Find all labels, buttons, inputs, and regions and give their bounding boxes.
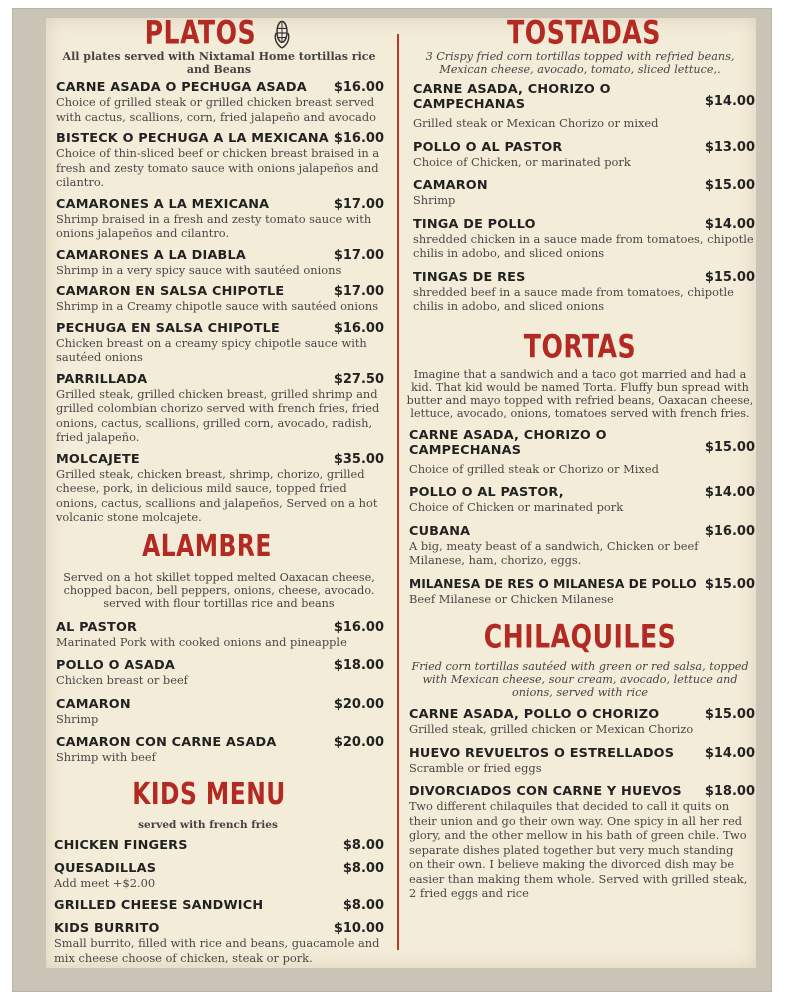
- platos-item-4: [56, 248, 384, 278]
- item-name: CAMARON: [413, 178, 488, 193]
- item-desc: Marinated Pork with cooked onions and pineapple: [56, 634, 347, 649]
- item-desc: Grilled steak or Mexican Chorizo or mixed: [413, 116, 659, 130]
- item-name: CAMARON: [56, 696, 131, 712]
- item-desc: shredded chicken in a sauce made from tomatoes, chipotle chilis in adobo, and sliced onions: [413, 231, 754, 260]
- tostadas-item-5: [413, 270, 755, 314]
- item-price: $16.00: [704, 523, 755, 539]
- item-price: $16.00: [333, 619, 384, 635]
- item-name: TINGA DE POLLO: [413, 216, 536, 232]
- tostadas-item-4: [413, 217, 755, 261]
- item-price: $8.00: [342, 860, 384, 876]
- item-desc: Choice of Chicken, or marinated pork: [413, 154, 631, 169]
- item-desc: Shrimp in a very spicy sauce with sautéed onions: [56, 262, 342, 277]
- chilaquiles-item-1: [409, 707, 755, 737]
- item-name: PECHUGA EN SALSA CHIPOTLE: [56, 320, 280, 336]
- alambre-heading: ALAMBRE: [142, 529, 272, 564]
- tortas-item-4: [409, 577, 755, 607]
- item-name: CARNE ASADA, POLLO O CHORIZO: [409, 707, 660, 722]
- item-desc: Shrimp: [413, 193, 456, 207]
- platos-item-7: [56, 372, 384, 445]
- item-price: $15.00: [704, 439, 755, 455]
- item-desc: A big, meaty beast of a sandwich, Chicken or beef Milanese, ham, chorizo, eggs.: [409, 538, 699, 567]
- platos-item-3: [56, 197, 384, 241]
- item-name: PARRILLADA: [56, 371, 148, 387]
- item-name: CHICKEN FINGERS: [54, 837, 188, 853]
- item-desc: Choice of thin-sliced beef or chicken breast braised in a fresh and zesty tomato sauce with onions jalapeños and cilantro.: [56, 146, 380, 189]
- item-name: CAMARONES A LA MEXICANA: [56, 196, 270, 212]
- item-price: $14.00: [704, 94, 755, 109]
- tostadas-item-2: [413, 140, 755, 170]
- item-price: $10.00: [333, 921, 384, 936]
- corn-icon: [271, 19, 293, 49]
- kids-list: [54, 838, 384, 966]
- column-divider: [397, 34, 399, 950]
- item-desc: Choice of grilled steak or grilled chicken breast served with cactus, scallions, corn, fried jalapeño and avocado: [56, 95, 376, 124]
- item-name: POLLO O ASADA: [56, 658, 175, 673]
- item-desc: Small burrito, filled with rice and beans, guacamole and mix cheese choose of chicken, steak or pork.: [54, 936, 380, 965]
- item-name: GRILLED CHEESE SANDWICH: [54, 898, 264, 913]
- item-desc: Chicken breast on a creamy spicy chipotle sauce with sautéed onions: [56, 335, 367, 364]
- alambre-item-2: [56, 658, 384, 688]
- platos-item-6: [56, 321, 384, 365]
- item-price: $13.00: [704, 139, 755, 155]
- item-price: $17.00: [333, 284, 384, 299]
- tostadas-list: [413, 82, 755, 314]
- item-price: $15.00: [704, 707, 755, 722]
- platos-heading: PLATOS: [54, 13, 384, 52]
- item-desc: shredded beef in a sauce made from tomatoes, chipotle chilis in adobo, and sliced onions: [413, 284, 734, 313]
- item-name: CUBANA: [409, 523, 471, 539]
- chilaquiles-note: Fried corn tortillas sautéed with green or red salsa, topped with Mexican cheese, sour cream, avocado, lettuce and onions, served with rice: [411, 660, 749, 699]
- alambre-item-4: [56, 735, 384, 765]
- item-price: $20.00: [333, 696, 384, 712]
- alambre-item-3: [56, 697, 384, 727]
- chilaquiles-item-2: [409, 746, 755, 776]
- alambre-item-1: [56, 620, 384, 650]
- item-price: $35.00: [333, 451, 384, 467]
- item-desc: Grilled steak, grilled chicken or Mexican Chorizo: [409, 722, 694, 736]
- item-price: $15.00: [704, 576, 755, 592]
- item-desc: Shrimp braised in a fresh and zesty tomato sauce with onions jalapeños and cilantro.: [56, 211, 372, 240]
- platos-list: [54, 80, 384, 525]
- item-name: BISTECK O PECHUGA A LA MEXICANA: [56, 131, 329, 146]
- platos-item-8: [56, 452, 384, 525]
- item-price: $15.00: [704, 269, 755, 285]
- chilaquiles-list: [409, 707, 755, 901]
- item-desc: Grilled steak, grilled chicken breast, grilled shrimp and grilled colombian chorizo served with french fries, fried onions, cactus, scallions, grilled corn, avocado, radish, fried jalapeño.: [56, 386, 380, 444]
- alambre-list: [54, 620, 384, 765]
- item-desc: Chicken breast or beef: [56, 673, 188, 687]
- item-price: $16.00: [333, 320, 384, 336]
- kids-item-2: [54, 861, 384, 891]
- tortas-item-2: [409, 485, 755, 515]
- kids-item-4: [54, 921, 384, 965]
- item-price: $14.00: [704, 485, 755, 500]
- kids-note: served with french fries: [138, 818, 278, 831]
- item-name: QUESADILLAS: [54, 860, 157, 876]
- chilaquiles-item-3: [409, 784, 755, 901]
- item-desc: Grilled steak, chicken breast, shrimp, chorizo, grilled cheese, pork, in delicious mild sauce, topped fried onions, cactus, scallions and jalapeños, Served on a hot volcanic stone molcajete.: [56, 466, 378, 524]
- item-desc: Shrimp: [56, 711, 99, 726]
- item-desc: Shrimp in a Creamy chipotle sauce with sautéed onions: [56, 299, 379, 313]
- platos-item-1: [56, 80, 384, 124]
- item-desc: Scramble or fried eggs: [409, 760, 542, 775]
- item-name: CARNE ASADA O PECHUGA ASADA: [56, 80, 307, 95]
- item-name: DIVORCIADOS CON CARNE Y HUEVOS: [409, 784, 682, 799]
- item-price: $14.00: [704, 745, 755, 761]
- item-name: CAMARON EN SALSA CHIPOTLE: [56, 284, 285, 299]
- item-desc: Add meet +$2.00: [54, 875, 156, 890]
- item-desc: Choice of Chicken or marinated pork: [409, 500, 624, 514]
- right-column: [405, 13, 755, 901]
- item-name: AL PASTOR: [56, 619, 138, 635]
- item-name: MILANESA DE RES O MILANESA DE POLLO: [409, 576, 697, 591]
- platos-note: All plates served with Nixtamal Home tortillas rice and Beans: [62, 50, 376, 76]
- chilaquiles-heading: CHILAQUILES: [483, 617, 677, 656]
- tostadas-item-1: [413, 82, 755, 131]
- item-price: $17.00: [333, 196, 384, 212]
- kids-item-1: [54, 838, 384, 853]
- item-price: $8.00: [342, 837, 384, 853]
- item-desc: Shrimp with beef: [56, 750, 156, 764]
- item-name: POLLO O AL PASTOR: [413, 139, 563, 155]
- item-price: $20.00: [333, 735, 384, 750]
- item-price: $16.00: [333, 131, 384, 146]
- item-desc: Beef Milanese or Chicken Milanese: [409, 591, 614, 606]
- kids-heading: KIDS MENU: [132, 777, 286, 812]
- tostadas-note: 3 Crispy fried corn tortillas topped with refried beans, Mexican cheese, avocado, tomato, sliced lettuce,.: [425, 50, 735, 76]
- item-price: $8.00: [342, 898, 384, 913]
- item-price: $17.00: [333, 247, 384, 263]
- left-column: [54, 13, 384, 965]
- item-name: TINGAS DE RES: [413, 269, 526, 285]
- tortas-item-3: [409, 524, 755, 568]
- item-name: CARNE ASADA, CHORIZO O CAMPECHANAS: [413, 82, 611, 112]
- tortas-note: Imagine that a sandwich and a taco got married and had a kid. That kid would be named Torta. Fluffy bun spread with butter and mayo topped with refried beans, Oaxacan cheese, lettuce, avocado, onions, tomatoes served with french fries.: [406, 367, 754, 420]
- item-name: CAMARON CON CARNE ASADA: [56, 735, 277, 750]
- item-price: $15.00: [704, 178, 755, 193]
- item-name: HUEVO REVUELTOS O ESTRELLADOS: [409, 745, 675, 761]
- item-price: $27.50: [333, 371, 384, 387]
- tortas-heading: TORTAS: [523, 326, 637, 365]
- platos-item-5: [56, 284, 384, 314]
- item-price: $16.00: [333, 80, 384, 95]
- item-name: MOLCAJETE: [56, 451, 140, 467]
- alambre-note: Served on a hot skillet topped melted Oaxacan cheese, chopped bacon, bell peppers, onions, cheese, avocado. served with flour tortillas rice and beans: [63, 570, 375, 610]
- item-price: $18.00: [704, 784, 755, 799]
- tostadas-item-3: [413, 178, 755, 208]
- kids-item-3: [54, 898, 384, 913]
- item-name: POLLO O AL PASTOR,: [409, 485, 564, 500]
- item-price: $14.00: [704, 216, 755, 232]
- tortas-item-1: [409, 428, 755, 477]
- tortas-list: [409, 428, 755, 607]
- item-desc: Choice of grilled steak or Chorizo or Mixed: [409, 461, 659, 476]
- item-desc: Two different chilaquiles that decided to call it quits on their union and go their own way. One spicy in all her red glory, and the other mellow in his bath of green chile. Two separate dishes plated together but very much standing on their own. I believe making the divorced dish may be easier than making them whole. Served with grilled steak, 2 fried eggs and rice: [409, 799, 748, 900]
- item-name: KIDS BURRITO: [54, 921, 160, 936]
- item-name: CARNE ASADA, CHORIZO O CAMPECHANAS: [409, 427, 607, 458]
- platos-item-2: [56, 131, 384, 190]
- item-price: $18.00: [333, 658, 384, 673]
- tostadas-heading: TOSTADAS: [507, 13, 661, 52]
- item-name: CAMARONES A LA DIABLA: [56, 247, 246, 263]
